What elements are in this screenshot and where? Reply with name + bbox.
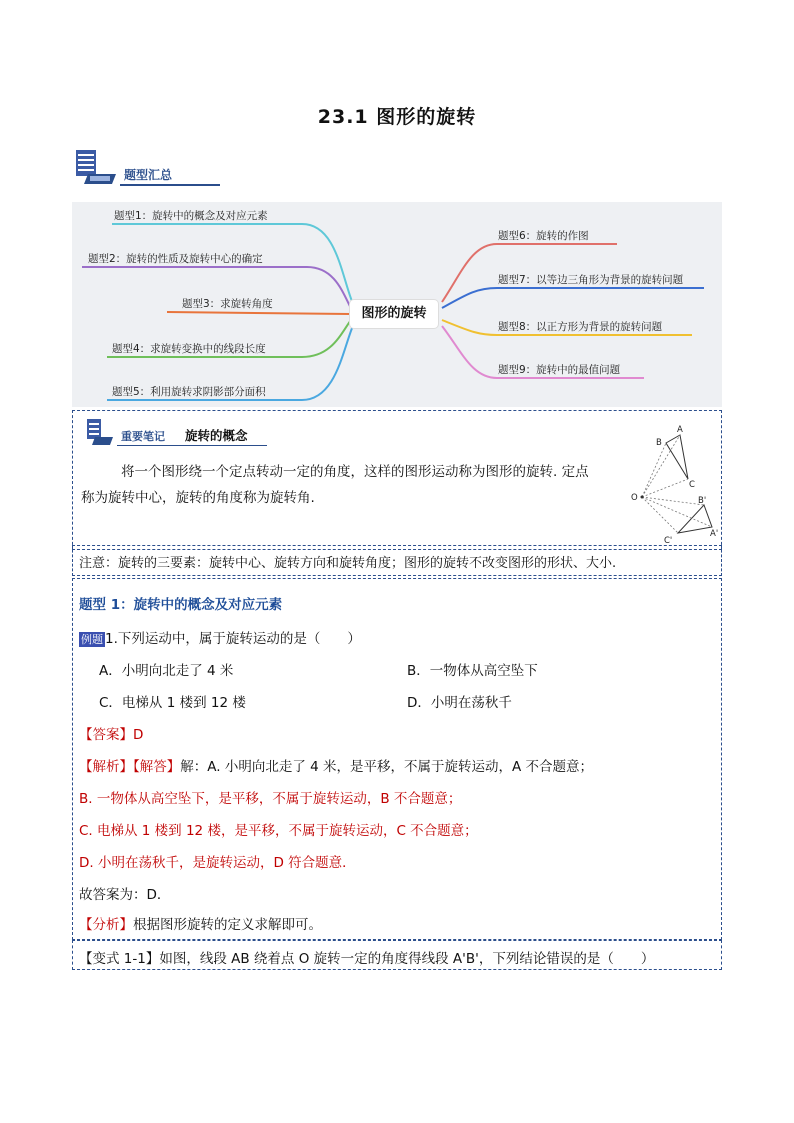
- notes-line-1: 将一个图形绕一个定点转动一定的角度，这样的图形运动称为图形的旋转. 定点: [121, 464, 589, 480]
- book-stack-icon: [74, 148, 118, 186]
- analysis-line-4: D. 小明在荡秋千，是旋转运动，D 符合题意．: [79, 855, 356, 871]
- figure-label-A-prime: A': [710, 529, 719, 539]
- conclusion: 故答案为：D．: [79, 887, 171, 903]
- analysis-text-1: 解：A. 小明向北走了 4 米，是平移，不属于旋转运动，A 不合题意；: [180, 759, 594, 775]
- notes-label: 重要笔记: [121, 430, 165, 443]
- analysis-line-2: B. 一物体从高空坠下，是平移，不属于旋转运动，B 不合题意；: [79, 791, 462, 807]
- mindmap-center: 图形的旋转: [350, 300, 438, 328]
- mindmap-item-6: 题型6：旋转的作图: [498, 230, 589, 242]
- mindmap-item-7: 题型7：以等边三角形为背景的旋转问题: [498, 274, 684, 286]
- analysis-line-1: [79, 755, 593, 775]
- figure-label-O: O: [631, 493, 638, 503]
- variant-box: [72, 940, 722, 970]
- option-d: D．小明在荡秋千: [407, 695, 512, 711]
- fenxi-text: 根据图形旋转的定义求解即可。: [133, 917, 322, 933]
- rotation-figure: [628, 423, 720, 545]
- figure-label-B-prime: B': [698, 496, 707, 506]
- option-b: B．一物体从高空坠下: [407, 663, 538, 679]
- answer: 【答案】D: [79, 727, 144, 743]
- mindmap-item-3: 题型3：求旋转角度: [182, 298, 273, 310]
- option-a: A．小明向北走了 4 米: [99, 663, 234, 679]
- variant-text: 如图，线段 AB 绕着点 O 旋转一定的角度得线段 A'B'，下列结论错误的是（ ）: [159, 951, 655, 967]
- variant-line: [79, 947, 654, 967]
- type1-box: [72, 578, 722, 940]
- attention-box: [72, 545, 722, 576]
- fenxi-tag: 【分析】: [79, 917, 133, 933]
- header-underline: [120, 184, 220, 186]
- figure-label-A: A: [677, 425, 683, 435]
- mindmap: [72, 202, 722, 407]
- attention-text: 注意：旋转的三要素：旋转中心、旋转方向和旋转角度；图形的旋转不改变图形的形状、大小.: [79, 556, 617, 571]
- option-c: C．电梯从 1 楼到 12 楼: [99, 695, 246, 711]
- notes-book-icon: [85, 417, 115, 447]
- example-question: [79, 627, 361, 647]
- notes-line-2: 称为旋转中心，旋转的角度称为旋转角.: [81, 490, 315, 506]
- mindmap-item-4: 题型4：求旋转变换中的线段长度: [112, 343, 266, 355]
- question-text: 1.下列运动中，属于旋转运动的是（ ）: [105, 631, 361, 647]
- example-badge: 例题: [81, 633, 103, 646]
- mindmap-item-9: 题型9：旋转中的最值问题: [498, 364, 621, 376]
- analysis-line-3: C. 电梯从 1 楼到 12 楼，是平移，不属于旋转运动，C 不合题意；: [79, 823, 478, 839]
- figure-label-B: B: [656, 438, 662, 448]
- notes-topic: 旋转的概念: [185, 428, 248, 443]
- section-header-label: 题型汇总: [124, 168, 173, 182]
- notes-box: [72, 410, 722, 550]
- mindmap-item-1: 题型1：旋转中的概念及对应元素: [114, 210, 268, 222]
- mindmap-item-8: 题型8：以正方形为背景的旋转问题: [498, 321, 663, 333]
- mindmap-item-5: 题型5：利用旋转求阴影部分面积: [112, 386, 266, 398]
- variant-tag: 【变式 1-1】: [79, 951, 160, 967]
- figure-label-C: C: [689, 480, 695, 490]
- fenxi-line: [79, 913, 322, 933]
- notes-underline: [117, 445, 267, 446]
- figure-label-C-prime: C': [664, 536, 673, 545]
- type1-heading: 题型 1：旋转中的概念及对应元素: [79, 597, 283, 613]
- page-title: 23.1 图形的旋转: [317, 106, 477, 128]
- mindmap-item-2: 题型2：旋转的性质及旋转中心的确定: [88, 253, 263, 265]
- analysis-tag: 【解析】【解答】: [79, 759, 181, 775]
